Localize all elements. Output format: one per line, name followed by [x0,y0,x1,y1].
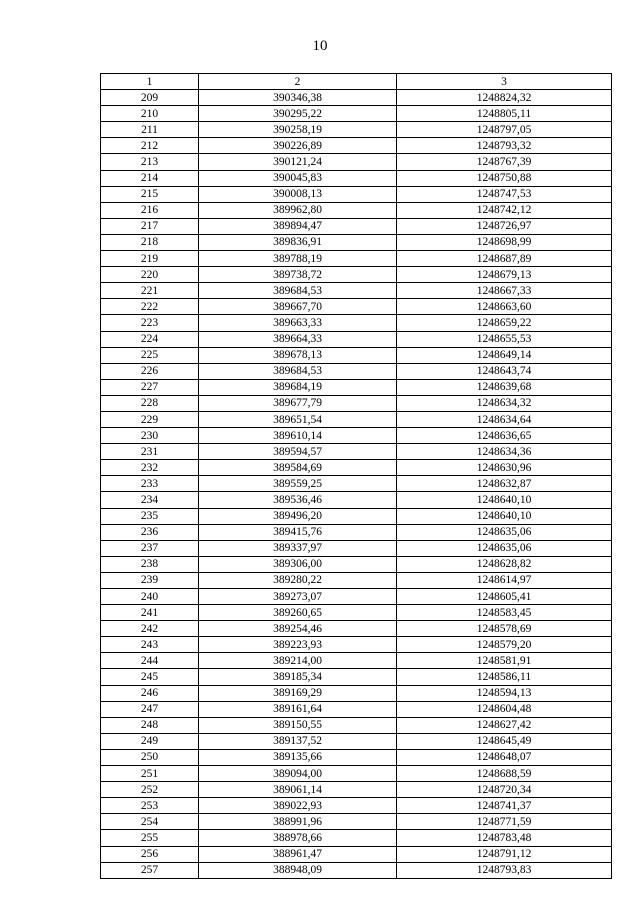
x-coordinate-cell: 389684,53 [199,283,397,299]
point-number-cell: 240 [101,589,199,605]
table-row [101,814,612,830]
table-row [101,524,612,540]
column-header-2: 2 [199,74,397,90]
point-number-cell: 251 [101,766,199,782]
table-row [101,572,612,588]
point-number-cell: 247 [101,701,199,717]
x-coordinate-cell: 389738,72 [199,267,397,283]
table-row [101,685,612,701]
y-coordinate-cell: 1248783,48 [397,830,612,846]
y-coordinate-cell: 1248614,97 [397,572,612,588]
x-coordinate-cell: 389651,54 [199,411,397,427]
y-coordinate-cell: 1248581,91 [397,653,612,669]
y-coordinate-cell: 1248640,10 [397,492,612,508]
point-number-cell: 244 [101,653,199,669]
point-number-cell: 222 [101,299,199,315]
table-row [101,186,612,202]
point-number-cell: 225 [101,347,199,363]
point-number-cell: 241 [101,605,199,621]
x-coordinate-cell: 390008,13 [199,186,397,202]
point-number-cell: 248 [101,717,199,733]
x-coordinate-cell: 388948,09 [199,862,397,878]
point-number-cell: 239 [101,572,199,588]
x-coordinate-cell: 389135,66 [199,749,397,765]
table-row [101,251,612,267]
x-coordinate-cell: 389061,14 [199,782,397,798]
x-coordinate-cell: 390121,24 [199,154,397,170]
table-row [101,202,612,218]
x-coordinate-cell: 389678,13 [199,347,397,363]
point-number-cell: 253 [101,798,199,814]
table-row [101,637,612,653]
column-header-3: 3 [397,74,612,90]
point-number-cell: 217 [101,218,199,234]
table-row [101,106,612,122]
table-row [101,782,612,798]
x-coordinate-cell: 389280,22 [199,572,397,588]
x-coordinate-cell: 389684,19 [199,379,397,395]
y-coordinate-cell: 1248667,33 [397,283,612,299]
y-coordinate-cell: 1248741,37 [397,798,612,814]
x-coordinate-cell: 389962,80 [199,202,397,218]
x-coordinate-cell: 390226,89 [199,138,397,154]
column-header-1: 1 [101,74,199,90]
point-number-cell: 228 [101,395,199,411]
point-number-cell: 209 [101,90,199,106]
table-row [101,749,612,765]
y-coordinate-cell: 1248635,06 [397,540,612,556]
y-coordinate-cell: 1248583,45 [397,605,612,621]
page-number: 10 [312,38,328,54]
y-coordinate-cell: 1248726,97 [397,218,612,234]
x-coordinate-cell: 389260,65 [199,605,397,621]
table-row [101,234,612,250]
point-number-cell: 234 [101,492,199,508]
table-row [101,460,612,476]
y-coordinate-cell: 1248698,99 [397,234,612,250]
table-row [101,846,612,862]
x-coordinate-cell: 388961,47 [199,846,397,862]
table-row [101,589,612,605]
y-coordinate-cell: 1248640,10 [397,508,612,524]
y-coordinate-cell: 1248767,39 [397,154,612,170]
point-number-cell: 245 [101,669,199,685]
x-coordinate-cell: 389584,69 [199,460,397,476]
table-row [101,395,612,411]
point-number-cell: 216 [101,202,199,218]
y-coordinate-cell: 1248791,12 [397,846,612,862]
y-coordinate-cell: 1248645,49 [397,733,612,749]
table-row [101,90,612,106]
table-row [101,444,612,460]
x-coordinate-cell: 389150,55 [199,717,397,733]
y-coordinate-cell: 1248635,06 [397,524,612,540]
x-coordinate-cell: 389559,25 [199,476,397,492]
x-coordinate-cell: 390045,83 [199,170,397,186]
table-row [101,492,612,508]
point-number-cell: 235 [101,508,199,524]
table-row [101,411,612,427]
coordinates-table [100,73,612,879]
x-coordinate-cell: 389894,47 [199,218,397,234]
x-coordinate-cell: 389169,29 [199,685,397,701]
y-coordinate-cell: 1248639,68 [397,379,612,395]
y-coordinate-cell: 1248648,07 [397,749,612,765]
x-coordinate-cell: 389094,00 [199,766,397,782]
point-number-cell: 249 [101,733,199,749]
x-coordinate-cell: 389161,64 [199,701,397,717]
table-row [101,653,612,669]
y-coordinate-cell: 1248604,48 [397,701,612,717]
y-coordinate-cell: 1248634,64 [397,411,612,427]
x-coordinate-cell: 389214,00 [199,653,397,669]
x-coordinate-cell: 389496,20 [199,508,397,524]
point-number-cell: 236 [101,524,199,540]
point-number-cell: 246 [101,685,199,701]
x-coordinate-cell: 389536,46 [199,492,397,508]
x-coordinate-cell: 388978,66 [199,830,397,846]
x-coordinate-cell: 389254,46 [199,621,397,637]
table-row [101,830,612,846]
point-number-cell: 227 [101,379,199,395]
point-number-cell: 257 [101,862,199,878]
y-coordinate-cell: 1248742,12 [397,202,612,218]
point-number-cell: 252 [101,782,199,798]
x-coordinate-cell: 389022,93 [199,798,397,814]
y-coordinate-cell: 1248659,22 [397,315,612,331]
x-coordinate-cell: 389667,70 [199,299,397,315]
y-coordinate-cell: 1248824,32 [397,90,612,106]
x-coordinate-cell: 390346,38 [199,90,397,106]
y-coordinate-cell: 1248579,20 [397,637,612,653]
point-number-cell: 214 [101,170,199,186]
y-coordinate-cell: 1248663,60 [397,299,612,315]
table-header-row [101,74,612,90]
x-coordinate-cell: 388991,96 [199,814,397,830]
y-coordinate-cell: 1248594,13 [397,685,612,701]
x-coordinate-cell: 389836,91 [199,234,397,250]
table-row [101,766,612,782]
y-coordinate-cell: 1248649,14 [397,347,612,363]
y-coordinate-cell: 1248688,59 [397,766,612,782]
x-coordinate-cell: 389137,52 [199,733,397,749]
table-row [101,122,612,138]
point-number-cell: 213 [101,154,199,170]
point-number-cell: 224 [101,331,199,347]
table-row [101,379,612,395]
x-coordinate-cell: 389415,76 [199,524,397,540]
table-row [101,556,612,572]
table-row [101,267,612,283]
x-coordinate-cell: 390295,22 [199,106,397,122]
table-row [101,669,612,685]
table-body [101,90,612,879]
y-coordinate-cell: 1248793,83 [397,862,612,878]
x-coordinate-cell: 389610,14 [199,428,397,444]
x-coordinate-cell: 389684,53 [199,363,397,379]
y-coordinate-cell: 1248643,74 [397,363,612,379]
y-coordinate-cell: 1248720,34 [397,782,612,798]
point-number-cell: 233 [101,476,199,492]
point-number-cell: 255 [101,830,199,846]
y-coordinate-cell: 1248797,05 [397,122,612,138]
point-number-cell: 219 [101,251,199,267]
point-number-cell: 226 [101,363,199,379]
point-number-cell: 221 [101,283,199,299]
point-number-cell: 220 [101,267,199,283]
point-number-cell: 210 [101,106,199,122]
table-row [101,798,612,814]
table-row [101,605,612,621]
table-row [101,363,612,379]
point-number-cell: 254 [101,814,199,830]
x-coordinate-cell: 390258,19 [199,122,397,138]
y-coordinate-cell: 1248634,36 [397,444,612,460]
point-number-cell: 215 [101,186,199,202]
y-coordinate-cell: 1248578,69 [397,621,612,637]
table-row [101,621,612,637]
y-coordinate-cell: 1248632,87 [397,476,612,492]
y-coordinate-cell: 1248628,82 [397,556,612,572]
x-coordinate-cell: 389594,57 [199,444,397,460]
y-coordinate-cell: 1248793,32 [397,138,612,154]
y-coordinate-cell: 1248627,42 [397,717,612,733]
point-number-cell: 218 [101,234,199,250]
table-row [101,540,612,556]
table-row [101,154,612,170]
x-coordinate-cell: 389185,34 [199,669,397,685]
table-row [101,299,612,315]
point-number-cell: 250 [101,749,199,765]
point-number-cell: 232 [101,460,199,476]
y-coordinate-cell: 1248771,59 [397,814,612,830]
point-number-cell: 237 [101,540,199,556]
x-coordinate-cell: 389788,19 [199,251,397,267]
point-number-cell: 242 [101,621,199,637]
y-coordinate-cell: 1248636,65 [397,428,612,444]
table-row [101,508,612,524]
y-coordinate-cell: 1248634,32 [397,395,612,411]
table-row [101,170,612,186]
x-coordinate-cell: 389677,79 [199,395,397,411]
table-row [101,717,612,733]
y-coordinate-cell: 1248805,11 [397,106,612,122]
point-number-cell: 229 [101,411,199,427]
y-coordinate-cell: 1248747,53 [397,186,612,202]
table-row [101,733,612,749]
x-coordinate-cell: 389664,33 [199,331,397,347]
point-number-cell: 238 [101,556,199,572]
y-coordinate-cell: 1248687,89 [397,251,612,267]
table-row [101,428,612,444]
x-coordinate-cell: 389223,93 [199,637,397,653]
point-number-cell: 256 [101,846,199,862]
table-row [101,331,612,347]
y-coordinate-cell: 1248750,88 [397,170,612,186]
table-row [101,315,612,331]
y-coordinate-cell: 1248586,11 [397,669,612,685]
x-coordinate-cell: 389273,07 [199,589,397,605]
table-row [101,476,612,492]
point-number-cell: 212 [101,138,199,154]
point-number-cell: 223 [101,315,199,331]
point-number-cell: 231 [101,444,199,460]
y-coordinate-cell: 1248655,53 [397,331,612,347]
table-row [101,862,612,878]
table-row [101,138,612,154]
x-coordinate-cell: 389663,33 [199,315,397,331]
table-row [101,283,612,299]
y-coordinate-cell: 1248630,96 [397,460,612,476]
table-row [101,218,612,234]
x-coordinate-cell: 389306,00 [199,556,397,572]
x-coordinate-cell: 389337,97 [199,540,397,556]
point-number-cell: 211 [101,122,199,138]
table-row [101,347,612,363]
point-number-cell: 243 [101,637,199,653]
point-number-cell: 230 [101,428,199,444]
table-row [101,701,612,717]
y-coordinate-cell: 1248605,41 [397,589,612,605]
y-coordinate-cell: 1248679,13 [397,267,612,283]
